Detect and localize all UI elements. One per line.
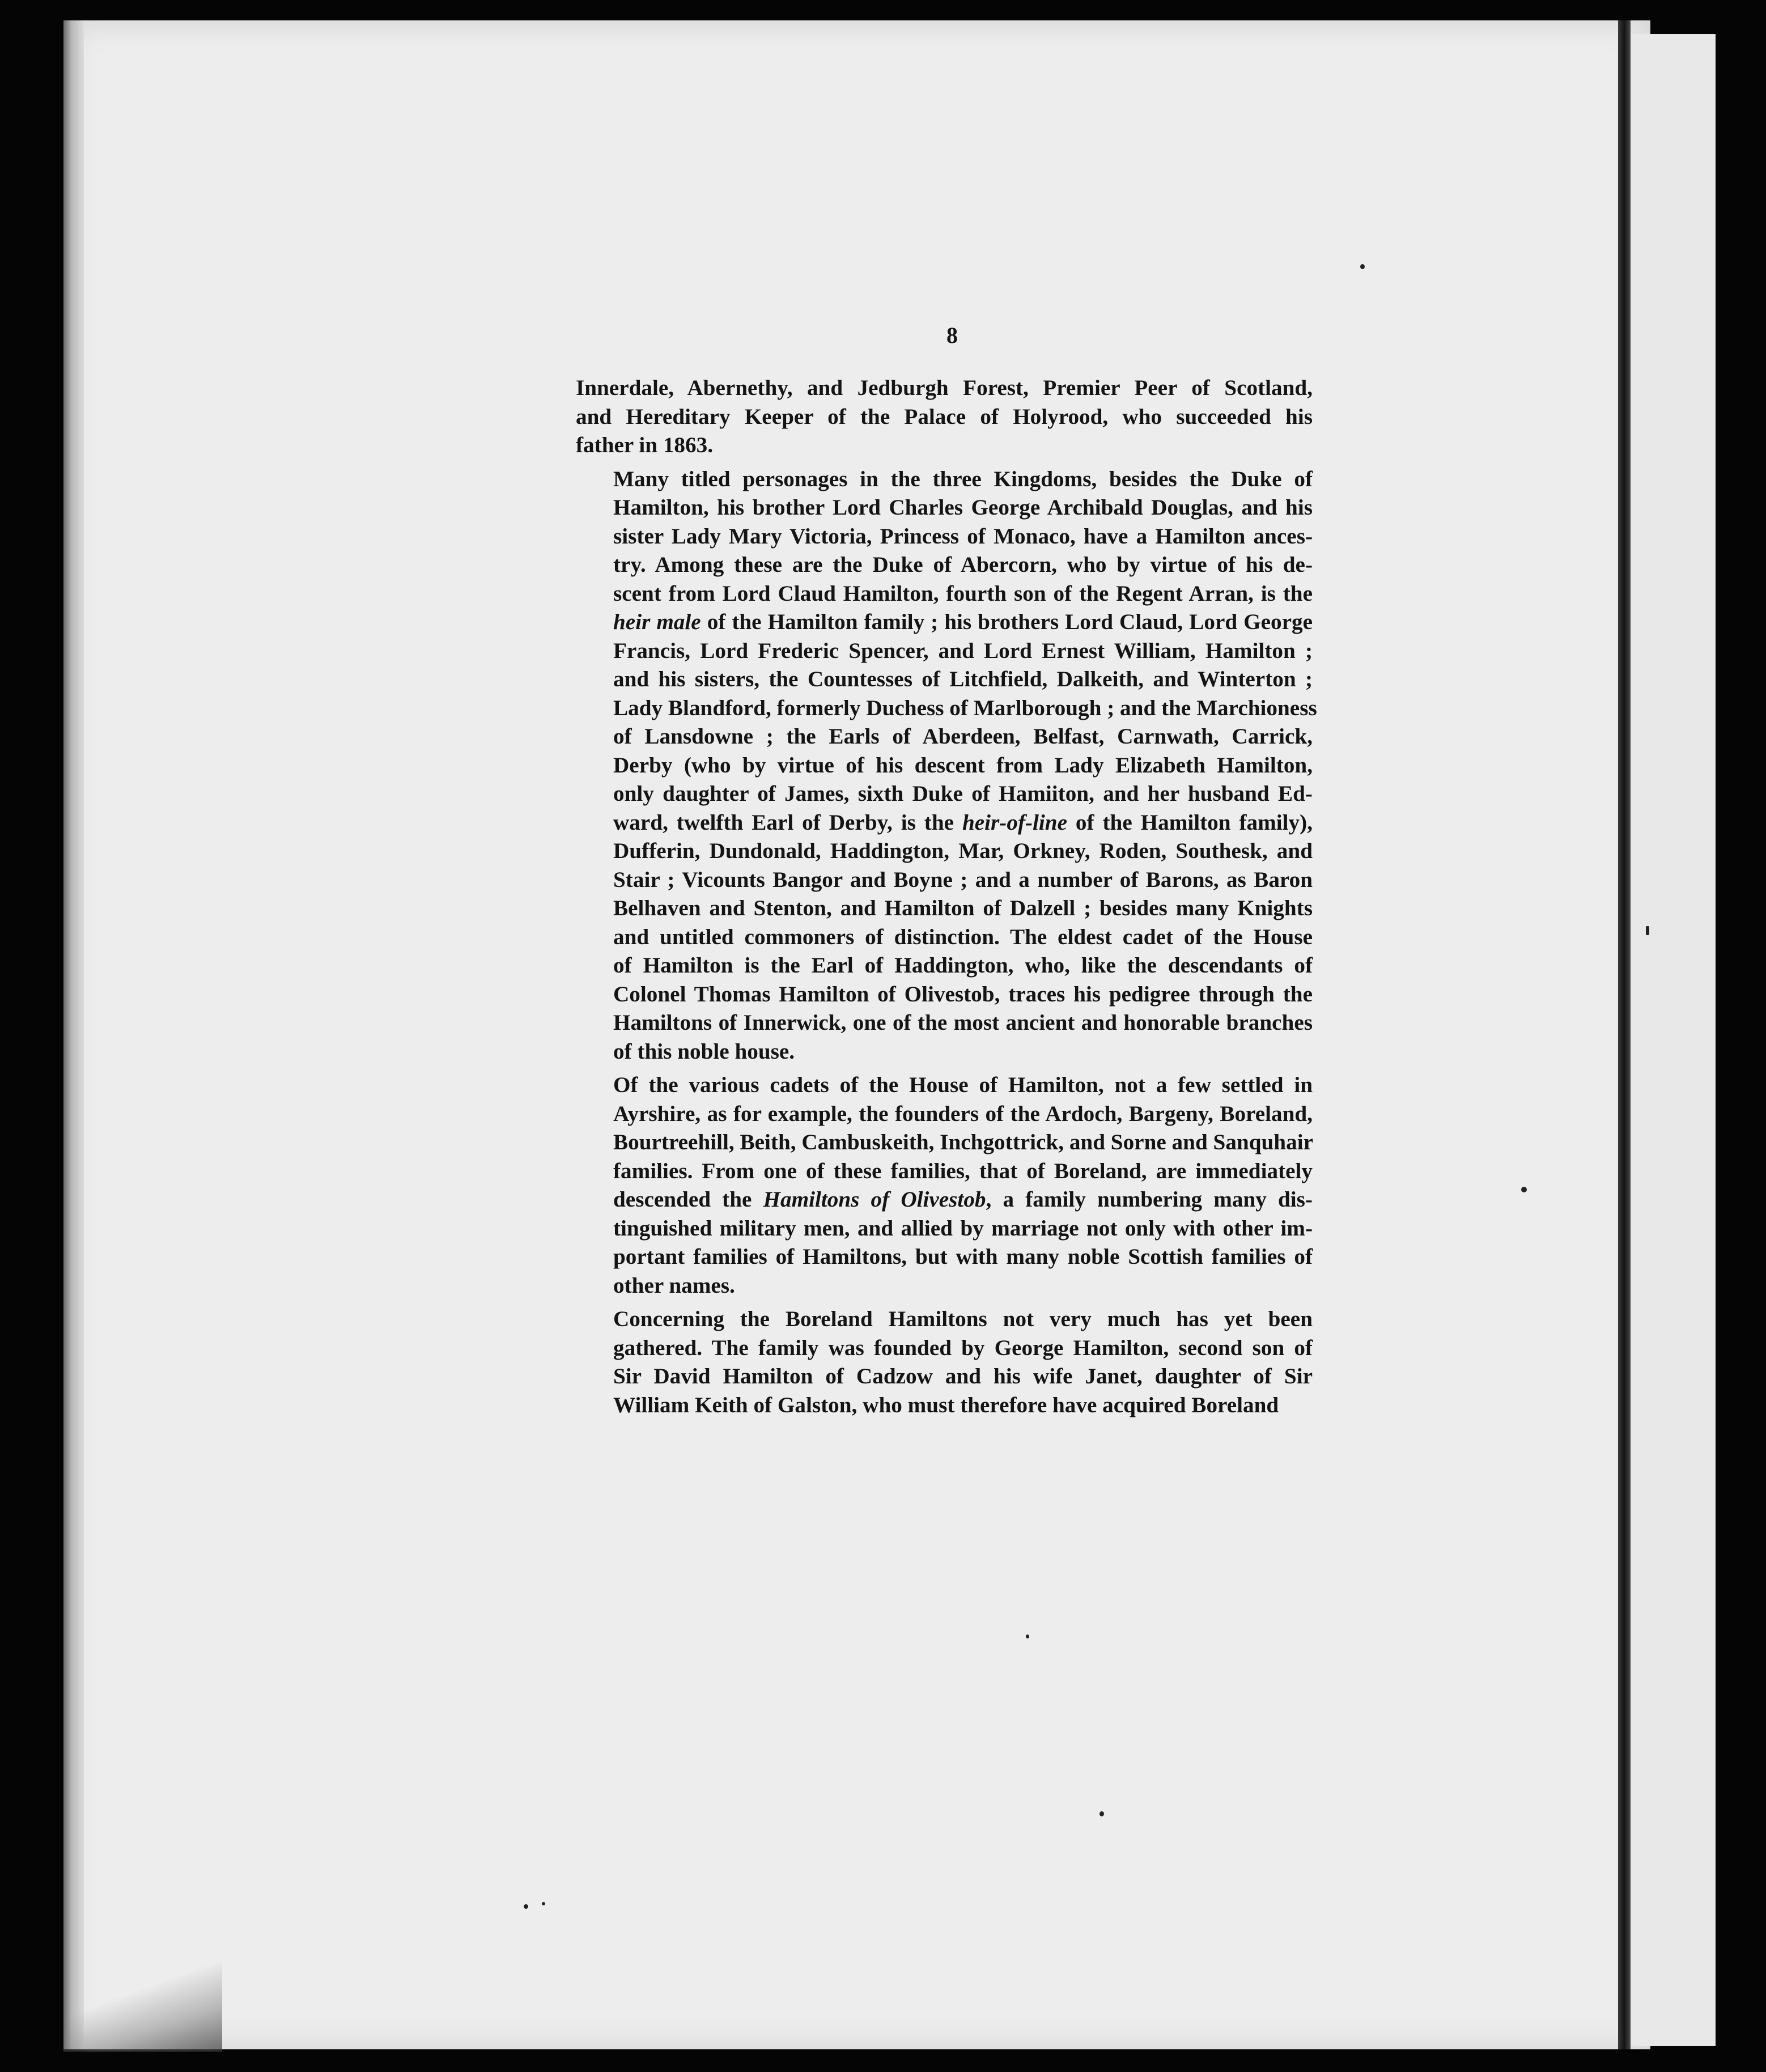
paragraph bbox=[576, 1305, 1313, 1420]
text-line: Sir David Hamilton of Cadzow and his wife Janet, daughter of Sir bbox=[613, 1364, 1313, 1389]
text-line: Lady Blandford, formerly Duchess of Marlborough ; and the Marchioness bbox=[613, 695, 1317, 720]
ink-speck bbox=[1099, 1811, 1104, 1816]
text-line: father in 1863. bbox=[576, 433, 714, 457]
text-line: of this noble house. bbox=[613, 1039, 795, 1064]
text-line: heir male of the Hamilton family ; his brothers Lord Claud, Lord George bbox=[613, 610, 1313, 634]
text-line: Belhaven and Stenton, and Hamilton of Dalzell ; besides many Knights bbox=[613, 896, 1313, 920]
text-line: of Lansdowne ; the Earls of Aberdeen, Belfast, Carnwath, Carrick, bbox=[613, 724, 1313, 749]
facing-page-edge bbox=[1631, 34, 1716, 2046]
text-line: and Hereditary Keeper of the Palace of Holyrood, who succeeded his bbox=[576, 404, 1313, 429]
italic-phrase: heir male bbox=[613, 610, 701, 634]
page-left-edge bbox=[63, 20, 84, 2049]
text-line: Derby (who by virtue of his descent from Lady Elizabeth Hamilton, bbox=[613, 753, 1313, 778]
text-line: try. Among these are the Duke of Abercorn, who by virtue of his de- bbox=[613, 553, 1313, 577]
text-line: Hamilton, his brother Lord Charles George Archibald Douglas, and his bbox=[613, 495, 1313, 520]
text-line: gathered. The family was founded by George Hamilton, second son of bbox=[613, 1335, 1313, 1360]
text-line: Stair ; Vicounts Bangor and Boyne ; and a number of Barons, as Baron bbox=[613, 867, 1313, 892]
book-gutter bbox=[1618, 20, 1631, 2049]
text-line: Many titled personages in the three Kingdoms, besides the Duke of bbox=[613, 466, 1313, 491]
text-line: ward, twelfth Earl of Derby, is the heir-of-line of the Hamilton family), bbox=[613, 810, 1313, 835]
text-line: only daughter of James, sixth Duke of Hamiiton, and her husband Ed- bbox=[613, 782, 1313, 806]
text-line: Dufferin, Dundonald, Haddington, Mar, Orkney, Roden, Southesk, and bbox=[613, 839, 1313, 863]
ink-speck bbox=[1026, 1634, 1029, 1638]
text-line: and his sisters, the Countesses of Litchfield, Dalkeith, and Winterton ; bbox=[613, 667, 1313, 691]
text-line: of Hamilton is the Earl of Haddington, who, like the descendants of bbox=[613, 953, 1313, 978]
text-line: Francis, Lord Frederic Spencer, and Lord Ernest William, Hamilton ; bbox=[613, 638, 1313, 663]
ink-speck bbox=[1646, 926, 1649, 935]
text-line: Ayrshire, as for example, the founders of the Ardoch, Bargeny, Boreland, bbox=[613, 1101, 1313, 1126]
text-line: tinguished military men, and allied by marriage not only with other im- bbox=[613, 1216, 1313, 1241]
text-line: scent from Lord Claud Hamilton, fourth son of the Regent Arran, is the bbox=[613, 581, 1313, 606]
text-line: and untitled commoners of distinction. The eldest cadet of the House bbox=[613, 924, 1313, 949]
paragraph bbox=[576, 1071, 1313, 1300]
text-line: Colonel Thomas Hamilton of Olivestob, traces his pedigree through the bbox=[613, 982, 1313, 1007]
paragraph bbox=[576, 374, 1313, 460]
text-line: other names. bbox=[613, 1273, 735, 1298]
text-line: Innerdale, Abernethy, and Jedburgh Forest, Premier Peer of Scotland, bbox=[576, 376, 1313, 400]
ink-speck bbox=[542, 1902, 545, 1905]
text-line: Of the various cadets of the House of Hamilton, not a few settled in bbox=[613, 1073, 1313, 1097]
text-line: Hamiltons of Innerwick, one of the most ancient and honorable branches bbox=[613, 1010, 1313, 1035]
body-text bbox=[576, 374, 1317, 1420]
text-line: portant families of Hamiltons, but with many noble Scottish families of bbox=[613, 1245, 1313, 1269]
italic-phrase: heir-of-line bbox=[962, 810, 1067, 835]
text-line: sister Lady Mary Victoria, Princess of Monaco, have a Hamilton ances- bbox=[613, 524, 1313, 549]
text-line: families. From one of these families, that of Boreland, are immediately bbox=[613, 1158, 1313, 1183]
ink-speck bbox=[1521, 1187, 1527, 1192]
text-line: Concerning the Boreland Hamiltons not very much has yet been bbox=[613, 1307, 1313, 1331]
page-number: 8 bbox=[946, 322, 958, 348]
paragraph bbox=[576, 465, 1317, 1067]
text-line: descended the Hamiltons of Olivestob, a family numbering many dis- bbox=[613, 1187, 1313, 1212]
ink-speck bbox=[1360, 264, 1365, 269]
text-line: Bourtreehill, Beith, Cambuskeith, Inchgottrick, and Sorne and Sanquhair bbox=[613, 1130, 1313, 1154]
text-line: William Keith of Galston, who must therefore have acquired Boreland bbox=[613, 1392, 1279, 1417]
italic-phrase: Hamiltons of Olivestob bbox=[763, 1187, 986, 1212]
page-corner-fold bbox=[63, 1955, 222, 2052]
ink-speck bbox=[524, 1904, 528, 1909]
